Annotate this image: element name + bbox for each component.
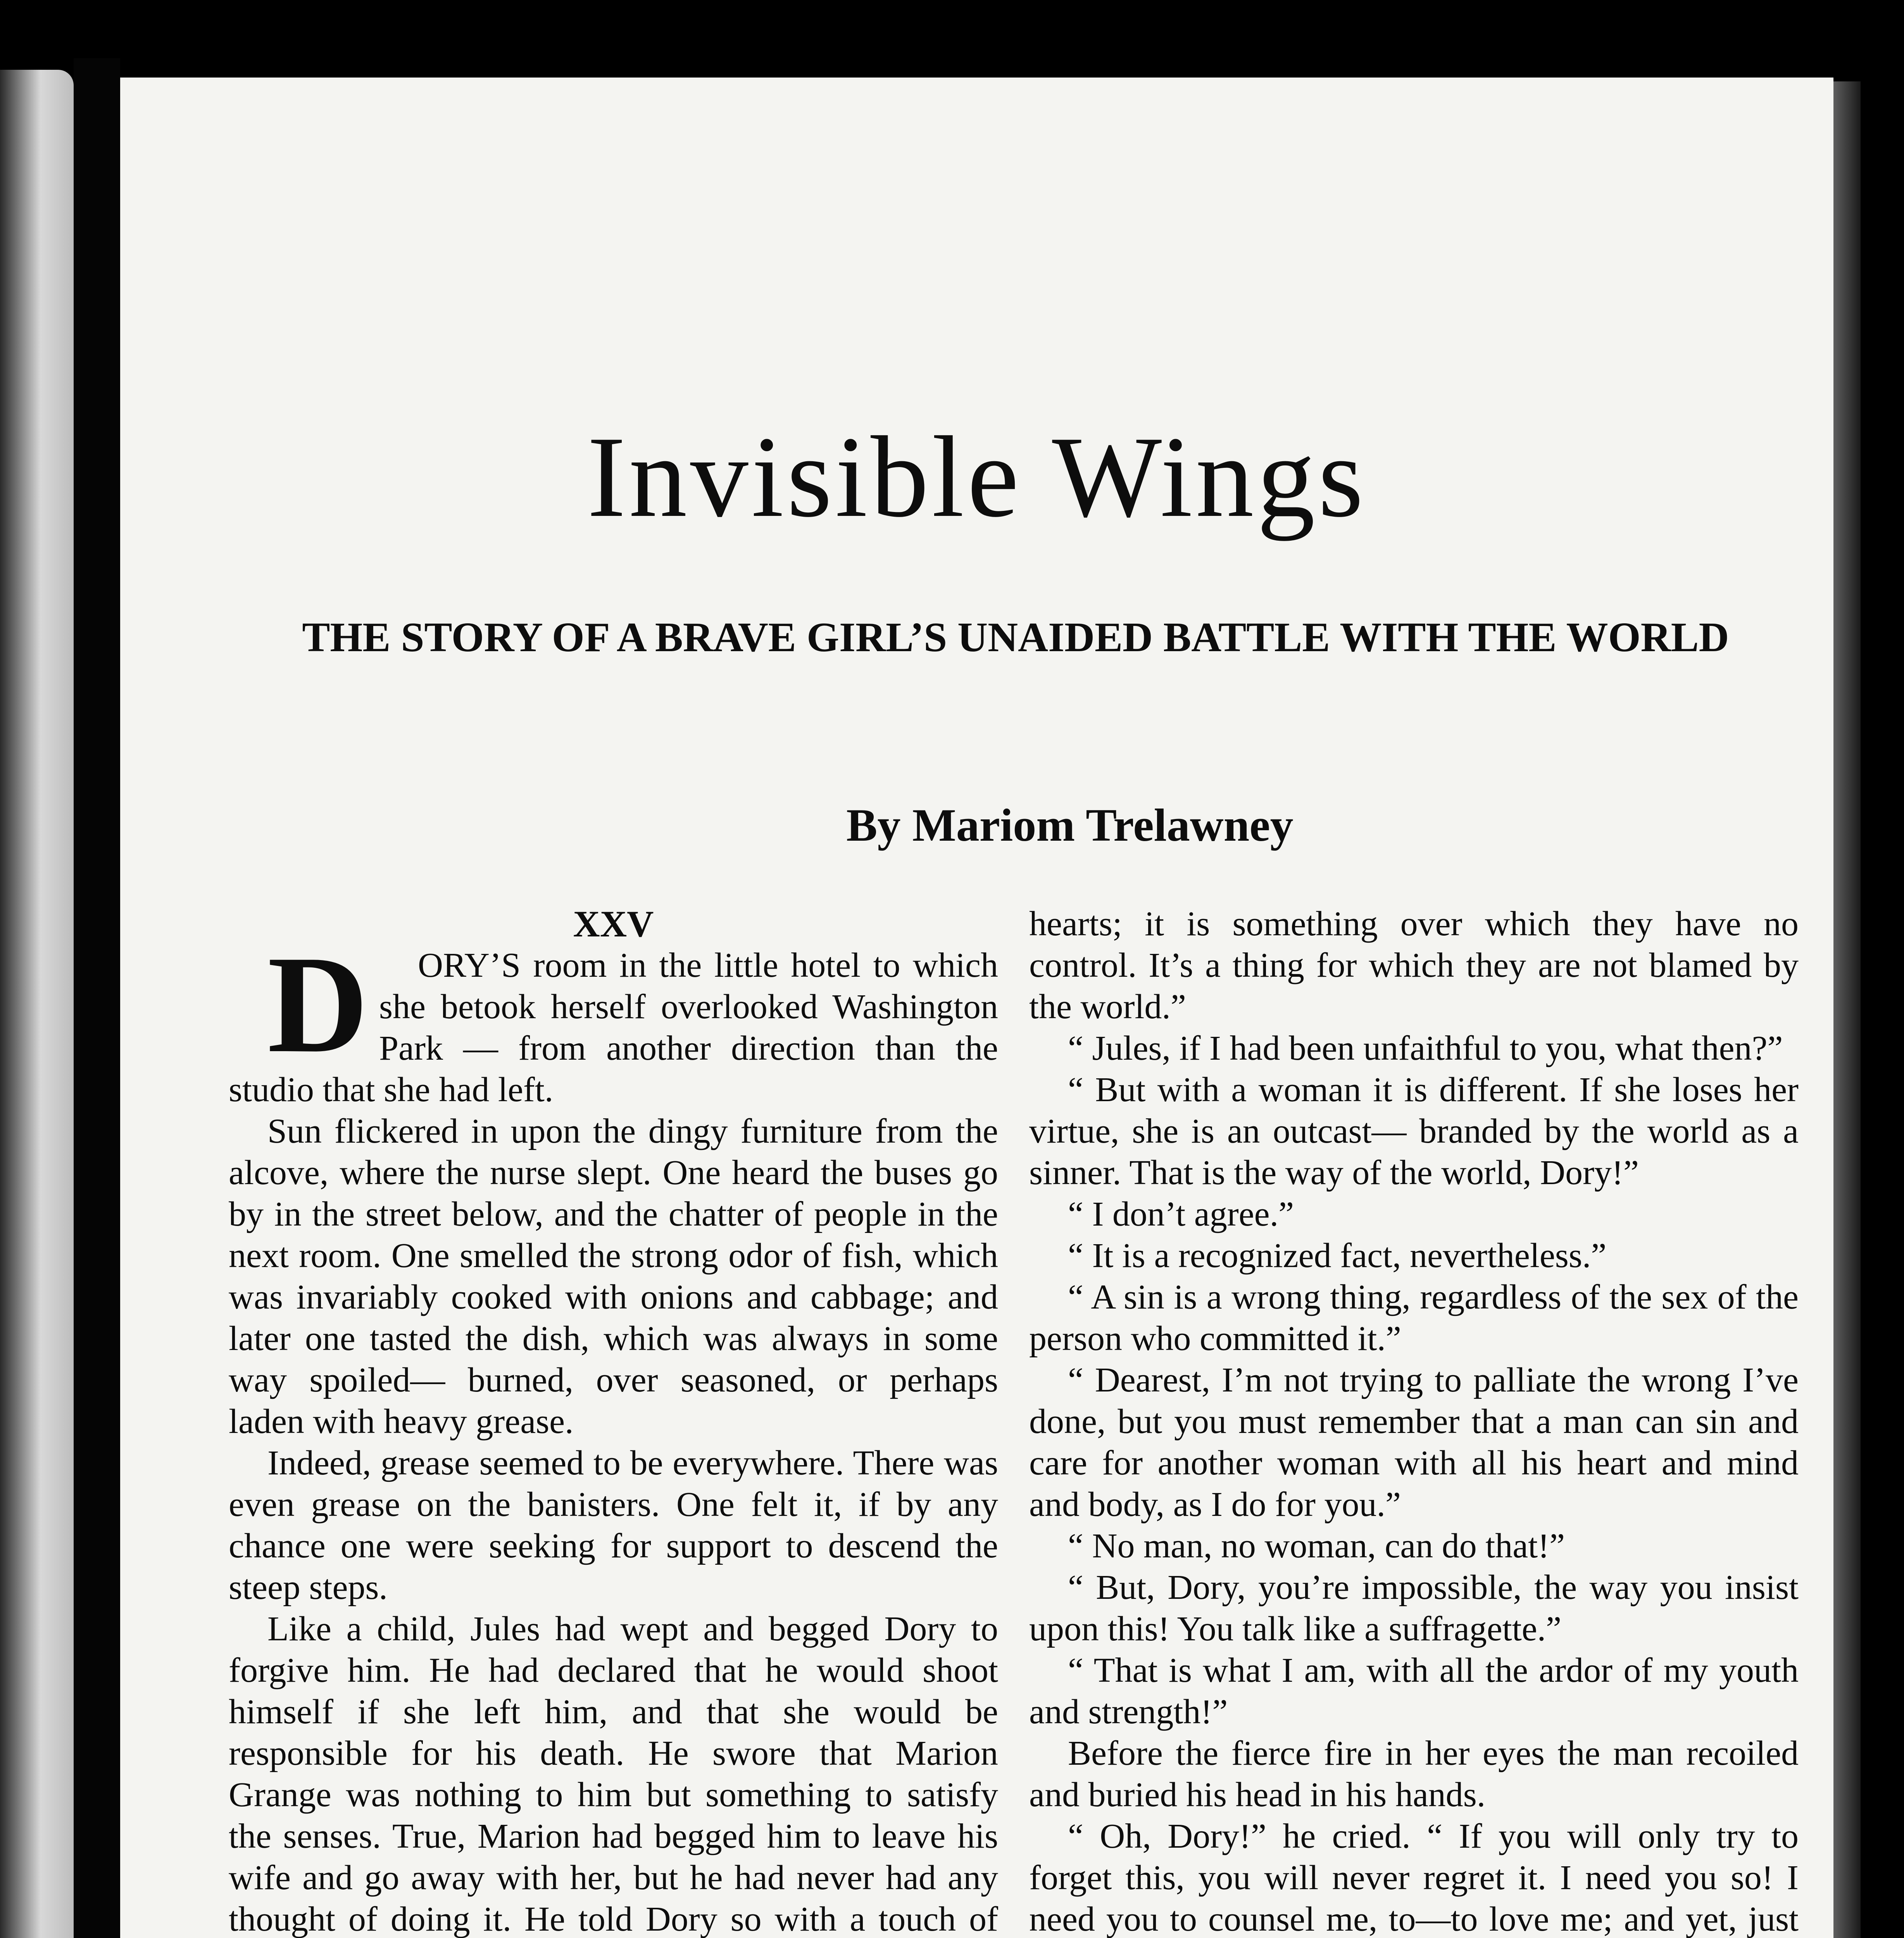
article-byline: By Mariom Trelawney: [846, 799, 1293, 851]
paragraph: “ That is what I am, with all the ardor of my youth and strength!”: [1029, 1651, 1799, 1731]
paragraph: Indeed, grease seemed to be everywhere. There was even grease on the banisters. One felt it, if by any chance one were seeking for support to descend the steep steps.: [229, 1444, 998, 1607]
paragraph: [229, 927, 998, 1110]
paragraph-text: ORY’S room in the little hotel to which she betook herself overlooked Washington Park — from another direction than the studio that she had left.: [229, 946, 998, 1109]
paragraph: “ Oh, Dory!” he cried. “ If you will only try to forget this, you will never regret it. I need you so! I need you to counsel me, to—to love me; and yet, just: [1029, 1817, 1799, 1938]
paragraph: “ I don’t agree.”: [1068, 1195, 1294, 1233]
left-column: [229, 903, 998, 1938]
paragraph: “ Jules, if I had been unfaithful to you, what then?”: [1068, 1029, 1783, 1067]
drop-cap: D: [267, 927, 368, 1081]
right-column: [1029, 903, 1799, 1938]
paragraph-continued: hearts; it is something over which they have no control. It’s a thing for which they are not blamed by the world.”: [1029, 905, 1799, 1026]
paragraph: “ A sin is a wrong thing, regardless of the sex of the person who committed it.”: [1029, 1278, 1799, 1358]
paragraph: “ No man, no woman, can do that!”: [1068, 1527, 1565, 1565]
paragraph: “ But, Dory, you’re impossible, the way you insist upon this! You talk like a suffragette.”: [1029, 1568, 1799, 1648]
paragraph: Like a child, Jules had wept and begged Dory to forgive him. He had declared that he would shoot himself if she left him, and that she would be responsible for his death. He swore that Marion Grange was nothing to him but something to satisfy the senses. True, Marion had begged him to leave his wife and go away with her, but he had never had any thought of doing it. He told Dory so with a touch of: [229, 1610, 998, 1938]
article-subtitle: THE STORY OF A BRAVE GIRL’S UNAIDED BATTLE WITH THE WORLD: [302, 614, 1729, 660]
chapter-number: XXV: [573, 903, 654, 945]
paragraph: “ Dearest, I’m not trying to palliate the wrong I’ve done, but you must remember that a man can sin and care for another woman with all his heart and mind and body, as I do for you.”: [1029, 1361, 1799, 1524]
paragraph: “ It is a recognized fact, nevertheless.”: [1068, 1236, 1607, 1275]
magazine-page: [120, 78, 1833, 1938]
paragraph: “ But with a woman it is different. If she loses her virtue, she is an outcast— branded by the world as a sinner. That is the way of the world, Dory!”: [1029, 1071, 1799, 1192]
page-edge-right: [1833, 81, 1861, 1938]
book-gutter: [74, 58, 120, 1938]
paragraph: Before the fierce fire in her eyes the man recoiled and buried his head in his hands.: [1029, 1734, 1799, 1814]
article-title: Invisible Wings: [587, 412, 1367, 541]
paragraph: Sun flickered in upon the dingy furniture from the alcove, where the nurse slept. One heard the buses go by in the street below, and the chatter of people in the next room. One smelled the strong odor of fish, which was invariably cooked with onions and cabbage; and later one tasted the dish, which was always in some way spoiled— burned, over seasoned, or perhaps laden with heavy grease.: [229, 1112, 998, 1441]
text-columns: [229, 903, 1799, 1938]
facing-page-edge: [0, 70, 74, 1938]
